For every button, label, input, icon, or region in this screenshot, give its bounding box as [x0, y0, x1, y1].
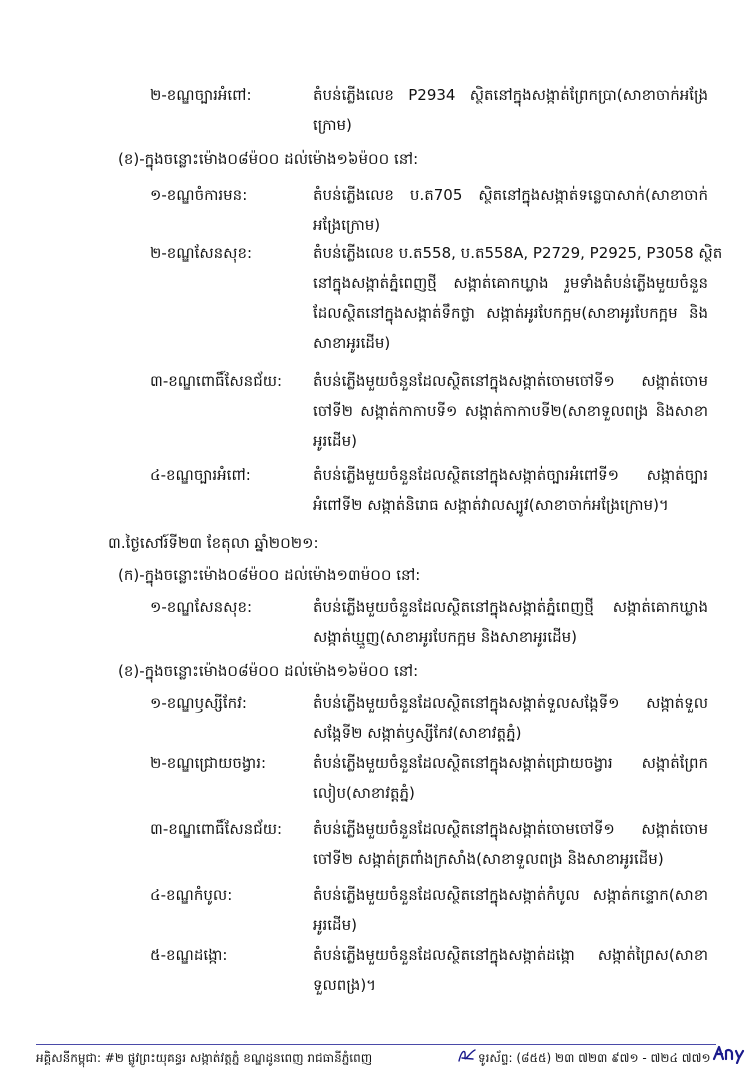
district-label: ៤-ខណ្ឌកំបូល: [150, 886, 233, 904]
description-line: តំបន់ភ្លើងលេខ P2934 ស្ថិតនៅក្នុងសង្កាត់ព្រែកប្រា(សាខាចាក់អង្រែ [313, 86, 708, 104]
description-line: នៅក្នុងសង្កាត់ភ្នំពេញថ្មី សង្កាត់គោកឃ្លាង រួមទាំងតំបន់ភ្លើងមួយចំនួន [313, 274, 708, 292]
district-label: ២-ខណ្ឌសែនសុខ: [150, 244, 253, 262]
description-line: តំបន់ភ្លើងលេខ ប.ត705 ស្ថិតនៅក្នុងសង្កាត់ទន្លេបាសាក់(សាខាចាក់ [313, 186, 708, 204]
description-line: ចៅទី២ សង្កាត់កាកាបទី១ សង្កាត់កាកាបទី២(សាខាទួលពង្រ និងសាខា [313, 402, 708, 420]
description-line: សង្កែទី២ សង្កាត់ឫស្សីកែវ(សាខាវត្តភ្នំ) [313, 724, 522, 742]
district-label: ១-ខណ្ឌសែនសុខ: [150, 598, 253, 616]
description-line: ចៅទី២ សង្កាត់ត្រពាំងក្រសាំង(សាខាទួលពង្រ និងសាខាអូរដើម) [313, 850, 664, 868]
district-label: ២-ខណ្ឌជ្រោយចង្វារ: [150, 754, 267, 772]
description-line: តំបន់ភ្លើងមួយចំនួនដែលស្ថិតនៅក្នុងសង្កាត់ដង្កោ សង្កាត់ព្រៃស(សាខា [313, 946, 708, 964]
district-label: ៥-ខណ្ឌដង្កោ: [150, 946, 228, 964]
handwritten-initials-icon [712, 1042, 748, 1064]
district-label: ៣-ខណ្ឌពោធិ៍សែនជ័យ: [150, 820, 283, 838]
district-description [313, 84, 708, 144]
date-heading: ៣.ថ្ងៃសៅរ៍ទី២៣ ខែតុលា ឆ្នាំ២០២១: [108, 534, 319, 552]
district-description [313, 184, 708, 244]
description-line: តំបន់ភ្លើងលេខ ប.ត558, ប.ត558A, P2729, P2925, P3058 ស្ថិត [313, 244, 723, 262]
signature-icon [456, 1046, 478, 1066]
description-line: តំបន់ភ្លើងមួយចំនួនដែលស្ថិតនៅក្នុងសង្កាត់ជ្រោយចង្វារ សង្កាត់ព្រែក [313, 754, 708, 772]
district-label: ២-ខណ្ឌច្បារអំពៅ: [150, 86, 252, 104]
description-line: លៀប(សាខាវត្តភ្នំ) [313, 784, 415, 802]
district-label: ១-ខណ្ឌចំការមន: [150, 186, 248, 204]
district-description [313, 884, 708, 944]
description-line: តំបន់ភ្លើងមួយចំនួនដែលស្ថិតនៅក្នុងសង្កាត់ចោមចៅទី១ សង្កាត់ចោម [313, 372, 708, 390]
description-line: តំបន់ភ្លើងមួយចំនួនដែលស្ថិតនៅក្នុងសង្កាត់ភ្នំពេញថ្មី សង្កាត់គោកឃ្លាង [313, 598, 708, 616]
description-line: តំបន់ភ្លើងមួយចំនួនដែលស្ថិតនៅក្នុងសង្កាត់កំបូល សង្កាត់កន្ទោក(សាខា [313, 886, 708, 904]
time-range-heading: (ខ)-ក្នុងចន្លោះម៉ោង០៨ម៉០០ ដល់ម៉ោង១៦ម៉០០ នៅ: [118, 662, 419, 680]
district-description [313, 242, 723, 362]
description-line: តំបន់ភ្លើងមួយចំនួនដែលស្ថិតនៅក្នុងសង្កាត់ច្បារអំពៅទី១ សង្កាត់ច្បារ [313, 466, 708, 484]
footer-phone: ទូរស័ព្ទ: (៨៥៥) ២៣ ៧២៣ ៩៧១ - ៧២៤ ៧៧១ [478, 1051, 711, 1065]
description-line: ដែលស្ថិតនៅក្នុងសង្កាត់ទឹកថ្លា សង្កាត់អូរបែកក្អម(សាខាអូរបែកក្អម និង [313, 304, 708, 322]
time-range-heading: (ខ)-ក្នុងចន្លោះម៉ោង០៨ម៉០០ ដល់ម៉ោង១៦ម៉០០ នៅ: [118, 150, 419, 168]
description-line: អំពៅទី២ សង្កាត់និរោធ សង្កាត់វាលស្បូវ(សាខាចាក់អង្រែក្រោម)។ [313, 496, 669, 514]
description-line: ក្រោម) [313, 116, 352, 134]
footer-address: អគ្គិសនីកម្ពុជា: #២ ផ្លូវព្រះយុគន្ធរ សង្កាត់វត្តភ្នំ ខណ្ឌដូនពេញ រាជធានីភ្នំពេញ [36, 1051, 373, 1065]
description-line: តំបន់ភ្លើងមួយចំនួនដែលស្ថិតនៅក្នុងសង្កាត់ទួលសង្កែទី១ សង្កាត់ទួល [313, 694, 708, 712]
district-description [313, 370, 708, 460]
district-label: ៤-ខណ្ឌច្បារអំពៅ: [150, 466, 251, 484]
district-description [313, 818, 708, 878]
description-line: អូរដើម) [313, 916, 357, 934]
district-description [313, 944, 708, 1004]
description-line: សង្កាត់ឃ្មួញ(សាខាអូរបែកក្អម និងសាខាអូរដើម) [313, 628, 578, 646]
description-line: តំបន់ភ្លើងមួយចំនួនដែលស្ថិតនៅក្នុងសង្កាត់ចោមចៅទី១ សង្កាត់ចោម [313, 820, 708, 838]
description-line: អង្រែក្រោម) [313, 216, 381, 234]
footer-divider [36, 1044, 716, 1045]
district-description [313, 464, 708, 524]
district-description [313, 752, 708, 812]
description-line: ទួលពង្រ)។ [313, 976, 377, 994]
district-description [313, 692, 708, 752]
description-line: អូរដើម) [313, 432, 357, 450]
time-range-heading: (ក)-ក្នុងចន្លោះម៉ោង០៨ម៉០០ ដល់ម៉ោង១៣ម៉០០ នៅ: [118, 566, 421, 584]
description-line: សាខាអូរដើម) [313, 334, 391, 352]
district-label: ១-ខណ្ឌឫស្សីកែវ: [150, 694, 247, 712]
district-description [313, 596, 708, 656]
district-label: ៣-ខណ្ឌពោធិ៍សែនជ័យ: [150, 372, 283, 390]
